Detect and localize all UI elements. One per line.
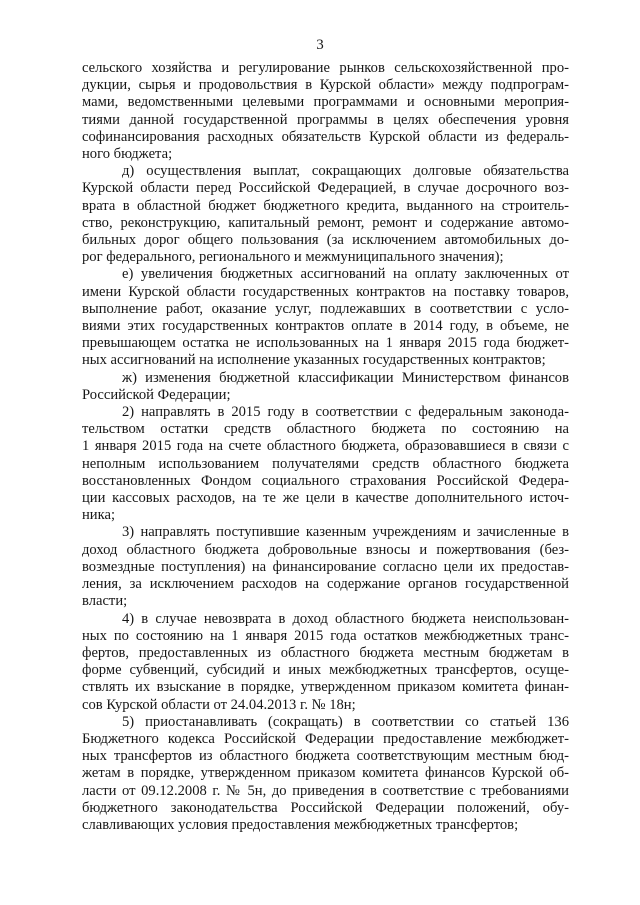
text-line: форме субвенций, субсидий и иных межбюджетных трансфертов, осуще-: [82, 662, 569, 679]
paragraph-clause-zh: [82, 370, 569, 404]
text-line: возмездные поступления) на финансирование согласно цели их предостав-: [82, 558, 569, 575]
text-line: 5) приостанавливать (сокращать) в соответствии со статьей 136: [122, 713, 569, 730]
text-line: власти;: [82, 593, 128, 610]
text-line: имени Курской области государственных контрактов на поставку товаров,: [82, 283, 569, 300]
paragraph-item-5: [82, 714, 569, 834]
paragraph: [82, 60, 569, 163]
text-line: Бюджетного кодекса Российской Федерации предоставление межбюджет-: [82, 730, 569, 747]
paragraph-clause-e: [82, 266, 569, 369]
text-line: ных трансфертов из областного бюджета соответствующим местным бюд-: [82, 748, 569, 765]
text-line: фертов, предоставленных из областного бюджета местным бюджетам в: [82, 644, 569, 661]
page-number: 3: [316, 37, 324, 53]
text-line: рог федерального, регионального и межмуниципального значения);: [82, 249, 504, 266]
text-line: бильных дорог общего пользования (за исключением автомобильных до-: [82, 232, 569, 249]
text-line: сов Курской области от 24.04.2013 г. № 18н;: [82, 696, 356, 713]
text-line: ствлять их взыскание в порядке, утвержденном приказом комитета финан-: [82, 679, 569, 696]
text-line: ж) изменения бюджетной классификации Министерством финансов: [122, 369, 569, 386]
text-line: 2) направлять в 2015 году в соответствии с федеральным законода-: [122, 404, 569, 421]
text-line: 3) направлять поступившие казенным учреждениям и зачисленные в: [122, 524, 569, 541]
text-line: бюджетного законодательства Российской Федерации положений, обу-: [82, 799, 569, 816]
text-line: ласти от 09.12.2008 г. № 5н, до приведения в соответствие с требованиями: [82, 782, 569, 799]
paragraph-item-3: [82, 524, 569, 610]
text-line: софинансирования расходных обязательств Курской области из федераль-: [82, 128, 569, 145]
text-line: дукции, сырья и продовольствия в Курской области» между подпрограм-: [82, 77, 569, 94]
text-line: сельского хозяйства и регулирование рынков сельскохозяйственной про-: [82, 60, 569, 76]
paragraph-item-4: [82, 611, 569, 714]
text-line: тельством остатки средств областного бюджета по состоянию на: [82, 421, 569, 438]
text-line: превышающем остатка не использованных на 1 января 2015 года бюджет-: [82, 335, 569, 352]
text-line: е) увеличения бюджетных ассигнований на оплату заключенных от: [122, 266, 569, 283]
paragraph-clause-d: [82, 163, 569, 266]
text-line: тиями данной государственной программы в целях обеспечения уровня: [82, 111, 569, 128]
text-line: Курской области перед Российской Федерацией, в случае досрочного воз-: [82, 180, 569, 197]
text-line: жетам в порядке, утвержденном приказом комитета финансов Курской об-: [82, 765, 569, 782]
text-line: ных по состоянию на 1 января 2015 года остатков межбюджетных транс-: [82, 627, 569, 644]
text-line: ления, за исключением расходов на содержание органов государственной: [82, 576, 569, 593]
text-line: мами, ведомственными целевыми программами и основными мероприя-: [82, 94, 569, 111]
text-line: 1 января 2015 года на счете областного бюджета, образовавшиеся в связи с: [82, 438, 569, 455]
text-line: неполным использованием получателями средств областного бюджета: [82, 455, 569, 472]
text-line: ство, реконструкцию, капитальный ремонт, ремонт и содержание автомо-: [82, 214, 569, 231]
text-line: восстановленных Фондом социального страхования Российской Федера-: [82, 472, 569, 489]
paragraph-item-2: [82, 404, 569, 524]
text-line: ции кассовых расходов, на те же цели в качестве дополнительного источ-: [82, 490, 569, 507]
text-line: ных ассигнований на исполнение указанных государственных контрактов;: [82, 352, 546, 369]
text-line: Российской Федерации;: [82, 386, 231, 403]
text-line: ника;: [82, 507, 116, 524]
text-line: д) осуществления выплат, сокращающих долговые обязательства: [122, 163, 569, 180]
text-line: славливающих условия предоставления межбюджетных трансфертов;: [82, 816, 519, 833]
text-line: 4) в случае невозврата в доход областного бюджета неиспользован-: [122, 610, 569, 627]
text-line: виями этих государственных контрактов оплате в 2014 году, в объеме, не: [82, 318, 569, 335]
text-line: выполнение работ, оказание услуг, подлежавших в соответствии с усло-: [82, 300, 569, 317]
text-line: ного бюджета;: [82, 146, 173, 163]
text-line: доход областного бюджета добровольные взносы и пожертвования (без-: [82, 541, 569, 558]
document-body: [82, 60, 569, 834]
text-line: врата в областной бюджет бюджетного кредита, выданного на строитель-: [82, 197, 569, 214]
